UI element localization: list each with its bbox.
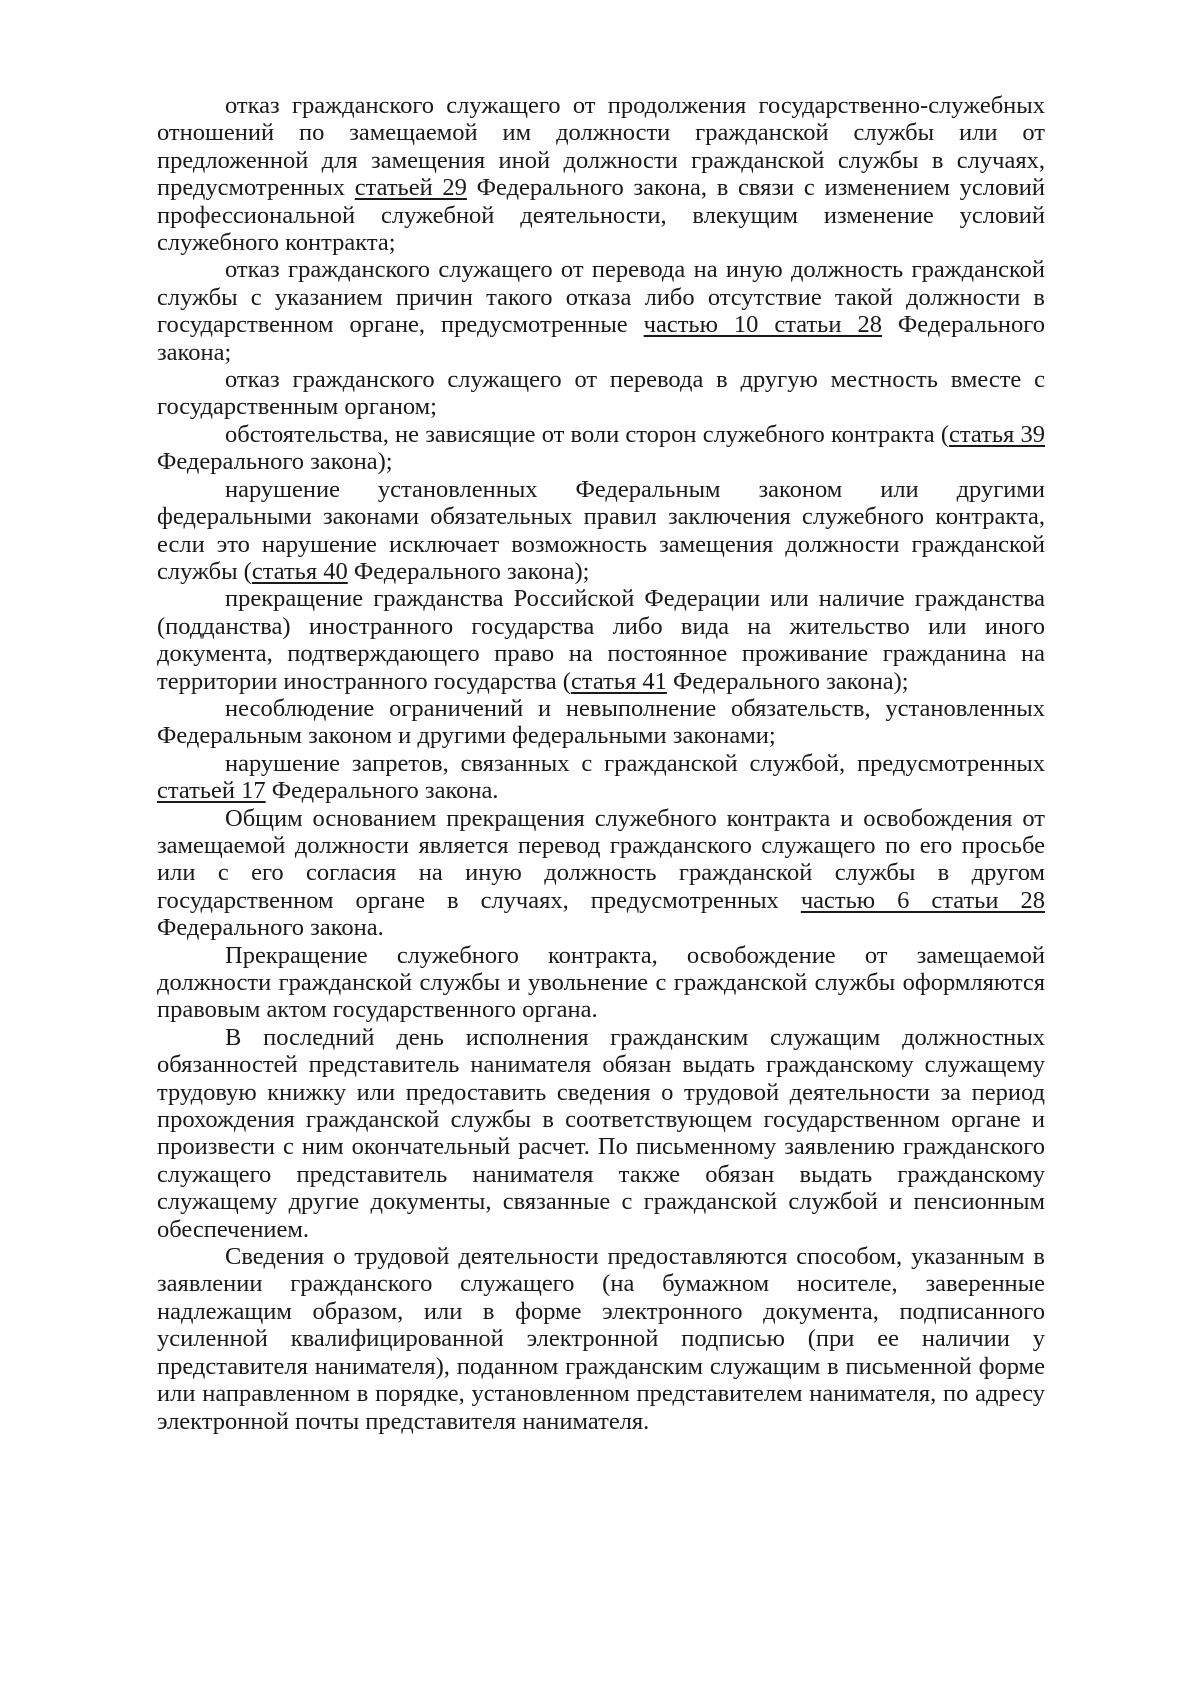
paragraph-text: отказ гражданского служащего от перевода на иную должность гражданской службы с указанием причин такого отказа либо отсутствие такой должности в государственном органе, предусмотренные xyxy=(157,256,1045,339)
paragraph-text: нарушение запретов, связанных с гражданской службой, предусмотренных xyxy=(225,749,1045,777)
paragraph-text: отказ гражданского служащего от продолжения государственно-служебных отношений по замещаемой им должности гражданской службы или от предложенной для замещения иной должности гражданской службы в случаях, предусмотренных xyxy=(157,92,1045,202)
law-reference-link[interactable]: статья 39 xyxy=(949,420,1045,448)
paragraph-text: нарушение установленных Федеральным законом или другими федеральными законами обязательных правил заключения служебного контракта, если это нарушение исключает возможность замещения должности гражданской службы ( xyxy=(157,475,1045,585)
law-reference-link[interactable]: частью 10 статьи 28 xyxy=(643,311,882,339)
paragraph-legal-act xyxy=(157,942,1045,1024)
paragraph-text: Федерального закона, в связи с изменением условий профессиональной служебной деятельности, влекущим изменение условий служебного контракта; xyxy=(157,174,1045,257)
paragraph-contract-violation xyxy=(157,476,1045,586)
paragraph-text: Сведения о трудовой деятельности предоставляются способом, указанным в заявлении гражданского служащего (на бумажном носителе, заверенные надлежащим образом, или в форме электронного документа, подписанного усиленной квалифицированной электронной подписью (при ее наличии у представителя нанимателя), поданном гражданским служащим в письменной форме или направленном в порядке, установленном представителем нанимателя, по адресу электронной почты представителя нанимателя. xyxy=(157,1243,1045,1435)
paragraph-text: Прекращение служебного контракта, освобождение от замещаемой должности гражданской службы и увольнение с гражданской службы оформляются правовым актом государственного органа. xyxy=(157,941,1045,1024)
paragraph-text: Общим основанием прекращения служебного контракта и освобождения от замещаемой должности является перевод гражданского служащего по его просьбе или с его согласия на иную должность гражданской службы в другом государственном органе в случаях, предусмотренных xyxy=(157,804,1045,914)
paragraph-refusal-transfer xyxy=(157,256,1045,366)
paragraph-text: прекращение гражданства Российской Федерации или наличие гражданства (подданства) иностранного государства либо вида на жительство или иного документа, подтверждающего право на постоянное проживание гражданина на территории иностранного государства ( xyxy=(157,585,1045,695)
law-reference-link[interactable]: частью 6 статьи 28 xyxy=(800,886,1045,914)
law-reference-link[interactable]: статьей 29 xyxy=(354,174,467,202)
paragraph-general-ground xyxy=(157,805,1045,942)
law-reference-link[interactable]: статья 40 xyxy=(251,557,348,585)
law-reference-link[interactable]: статья 41 xyxy=(570,667,667,695)
paragraph-restrictions xyxy=(157,695,1045,750)
paragraph-refusal-continue-service xyxy=(157,92,1045,256)
paragraph-circumstances xyxy=(157,421,1045,476)
paragraph-text: Федерального закона; xyxy=(157,311,1045,366)
law-reference-link[interactable]: статьей 17 xyxy=(157,777,266,805)
paragraph-text: Федерального закона. xyxy=(157,914,384,942)
paragraph-last-day xyxy=(157,1024,1045,1243)
paragraph-refusal-relocation xyxy=(157,366,1045,421)
paragraph-text: Федерального закона); xyxy=(666,667,909,695)
paragraph-citizenship xyxy=(157,585,1045,695)
paragraph-text: Федерального закона. xyxy=(265,777,499,805)
paragraph-text: Федерального закона); xyxy=(157,448,393,476)
paragraph-text: обстоятельства, не зависящие от воли сторон служебного контракта ( xyxy=(225,420,949,448)
paragraph-text: В последний день исполнения гражданским служащим должностных обязанностей представитель нанимателя обязан выдать гражданскому служащему трудовую книжку или предоставить сведения о трудовой деятельности за период прохождения гражданской службы в соответствующем государственном органе и произвести с ним окончательный расчет. По письменному заявлению гражданского служащего представитель нанимателя также обязан выдать гражданскому служащему другие документы, связанные с гражданской службой и пенсионным обеспечением. xyxy=(157,1023,1045,1243)
paragraph-text: отказ гражданского служащего от перевода в другую местность вместе с государственным органом; xyxy=(157,366,1045,421)
document-page xyxy=(157,92,1045,1435)
paragraph-prohibitions xyxy=(157,750,1045,805)
paragraph-text: несоблюдение ограничений и невыполнение обязательств, установленных Федеральным законом и другими федеральными законами; xyxy=(157,694,1045,750)
paragraph-text: Федерального закона); xyxy=(347,557,590,585)
paragraph-employment-info xyxy=(157,1243,1045,1435)
